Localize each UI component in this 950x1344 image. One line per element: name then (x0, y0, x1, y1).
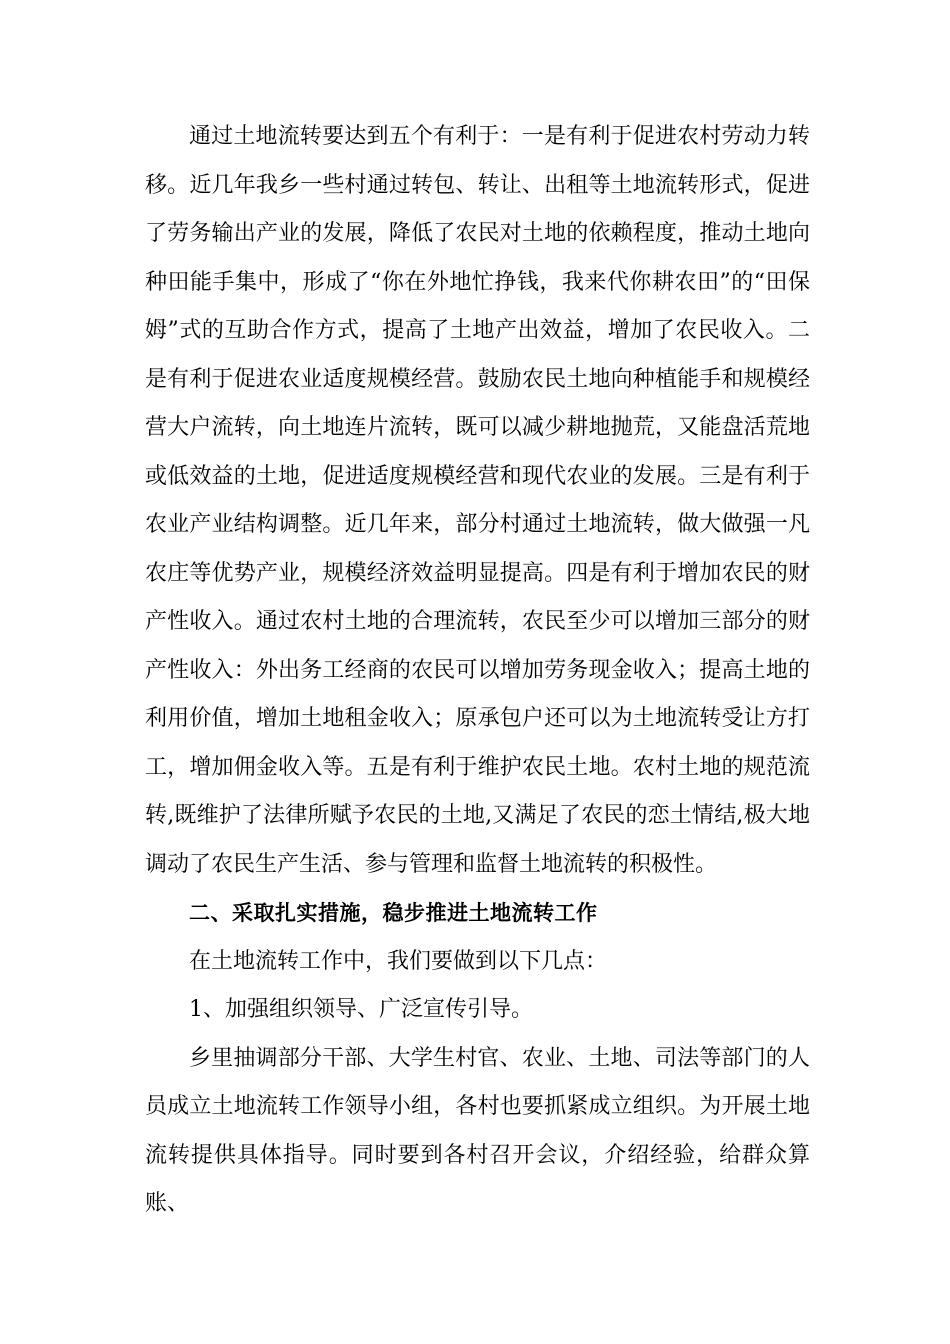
item-1-title: 1、加强组织领导、广泛宣传引导。 (189, 997, 533, 1022)
paragraph-intro: 在土地流转工作中，我们要做到以下几点： (189, 948, 608, 974)
paragraph-five-benefits: 通过土地流转要达到五个有利于：一是有利于促进农村劳动力转移。近几年我乡一些村通过转包、转让、出租等土地流转形式，促进了劳务输出产业的发展，降低了农民对土地的依赖程度，推动土地向种田能手集中，形成了“你在外地忙挣钱，我来代你耕农田”的“田保姆”式的互助合作方式，提高了土地产出效益，增加了农民收入。二是有利于促进农业适度规模经营。鼓励农民土地向种植能手和规模经营大户流转，向土地连片流转，既可以减少耕地抛荒，又能盘活荒地或低效益的土地，促进适度规模经营和现代农业的发展。三是有利于农业产业结构调整。近几年来，部分村通过土地流转，做大做强一凡农庄等优势产业，规模经济效益明显提高。四是有利于增加农民的财产性收入。通过农村土地的合理流转，农民至少可以增加三部分的财产性收入：外出务工经商的农民可以增加劳务现金收入；提高土地的利用价值，增加土地租金收入；原承包户还可以为土地流转受让方打工，增加佣金收入等。五是有利于维护农民土地。农村土地的规范流转,既维护了法律所赋予农民的土地,又满足了农民的恋土情结,极大地调动了农民生产生活、参与管理和监督土地流转的积极性。 (145, 124, 810, 877)
item-1-body: 乡里抽调部分干部、大学生村官、农业、土地、司法等部门的人员成立土地流转工作领导小组，各村也要抓紧成立组织。为开展土地流转提供具体指导。同时要到各村召开会议，介绍经验，给群众算账、 (145, 1045, 810, 1216)
section-heading: 二、采取扎实措施，稳步推进土地流转工作 (189, 901, 598, 925)
document-body (145, 113, 810, 1229)
